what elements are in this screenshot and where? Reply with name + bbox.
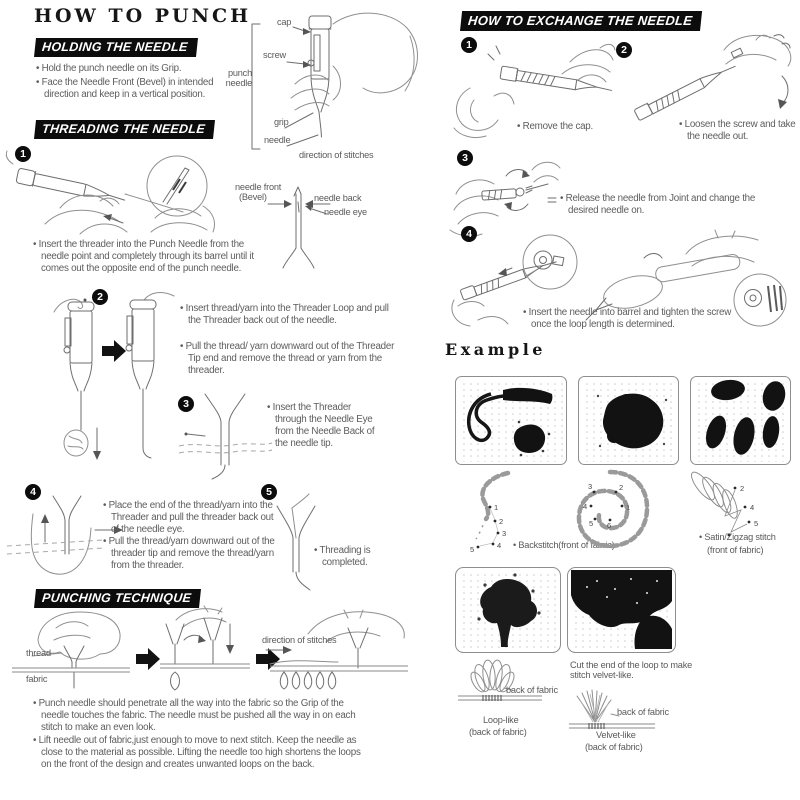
exchange-step-2-text: • Loosen the screw and take the needle out.	[679, 119, 796, 143]
punching-bullet-2: • Lift needle out of fabric,just enough to move to next stitch. Keep the needle as close to the material as possible. Lifting the needle too high shortens the loops on the front of the design and creates unwanted loops on the back.	[33, 735, 361, 771]
holding-bullet-1: • Hold the punch needle on its Grip.	[36, 63, 182, 74]
threading-step-1-text: • Insert the threader into the Punch Needle from the needle point and completely through its barrel until it comes out the opposite end of the punch needle.	[33, 239, 254, 275]
example-photo-2	[578, 376, 679, 465]
exchange-step-3-marker: 3	[457, 150, 473, 166]
threading-step-4-text-b: • Pull the thread/yarn downward out of the threader tip and remove the thread/yarn from the threader.	[103, 536, 275, 572]
backstitch-point-4: 4	[497, 541, 502, 550]
grip-label: grip	[274, 117, 289, 127]
threading-step-2-illustration	[52, 290, 182, 472]
threading-step-2-text-b: • Pull the thread/ yarn downward out of the Threader Tip end and remove the thread or yarn from the threader.	[180, 341, 395, 377]
holding-section-header: HOLDING THE NEEDLE	[34, 38, 198, 57]
back-of-fabric-label-2: back of fabric	[617, 707, 669, 717]
example-photo-1	[455, 376, 567, 465]
backstitch-point-3: 3	[502, 529, 507, 538]
needle-front-label: needle front	[235, 182, 282, 192]
threading-step-2-text-a: • Insert thread/yarn into the Threader Loop and pull the Threader back out of the needle.	[180, 303, 389, 327]
backstitch-label: • Backstitch(front of fabric)	[513, 540, 615, 550]
spiral-stitch-diagram	[558, 464, 660, 564]
satin-zigzag-label-line-2: (front of fabric)	[707, 545, 764, 555]
zigzag-point-4: 4	[750, 503, 755, 512]
example-photo-4	[455, 567, 561, 653]
satin-zigzag-label-line-1: • Satin/Zigzag stitch	[699, 532, 776, 542]
threading-step-3-marker: 3	[178, 396, 194, 412]
threading-step-5-text: • Threading is completed.	[314, 545, 371, 569]
threading-step-5-marker: 5	[261, 484, 277, 500]
needle-back-label: needle back	[314, 193, 362, 203]
exchange-step-2-marker: 2	[616, 42, 632, 58]
example-heading: Example	[445, 340, 546, 359]
cut-loop-note: Cut the end of the loop to make stitch velvet-like.	[570, 660, 692, 680]
loop-like-label-line-1: Loop-like	[483, 715, 519, 725]
zigzag-point-5: 5	[754, 519, 759, 528]
backstitch-point-2: 2	[499, 517, 504, 526]
velvet-like-label-line-1: Velvet-like	[596, 730, 636, 740]
threading-step-3-illustration	[175, 390, 275, 482]
bevel-label: (Bevel)	[239, 192, 267, 202]
exchange-step-3-text: • Release the needle from Joint and change the desired needle on.	[560, 193, 756, 217]
exchange-step-1-text: • Remove the cap.	[517, 121, 593, 132]
loop-like-label-line-2: (back of fabric)	[469, 727, 527, 737]
threading-step-2-marker: 2	[92, 289, 108, 305]
fabric-label: fabric	[26, 674, 48, 684]
punching-bullet-1: • Punch needle should penetrate all the way into the fabric so the Grip of the needle touches the fabric. The needle must be pushed all the way in on each stitch to make an even look.	[33, 698, 356, 734]
needle-label: needle	[264, 135, 291, 145]
holding-device-illustration	[225, 6, 425, 166]
punch-needle-label: punch needle	[225, 68, 252, 88]
zigzag-point-2: 2	[740, 484, 745, 493]
exchange-section-header: HOW TO EXCHANGE THE NEEDLE	[460, 11, 702, 31]
spiral-point-3: 3	[588, 482, 593, 491]
threading-step-1-marker: 1	[15, 146, 31, 162]
spiral-point-2: 2	[619, 483, 624, 492]
exchange-step-4-marker: 4	[461, 226, 477, 242]
back-of-fabric-label-1: back of fabric	[506, 685, 558, 695]
screw-label: screw	[263, 50, 286, 60]
spiral-point-6: 6	[607, 521, 612, 530]
needle-eye-label: needle eye	[324, 207, 367, 217]
threading-section-header: THREADING THE NEEDLE	[34, 120, 215, 139]
direction-of-stitches-label: direction of stitches	[299, 150, 374, 160]
example-photo-3	[690, 376, 791, 465]
backstitch-point-1: 1	[494, 503, 499, 512]
threading-step-4-text-a: • Place the end of the thread/yarn into the Threader and pull the threader back out of the needle eye.	[103, 500, 274, 536]
holding-bullet-2: • Face the Needle Front (Bevel) in intended direction and keep in a vertical position.	[36, 77, 214, 101]
punching-section-header: PUNCHING TECHNIQUE	[34, 589, 201, 608]
threading-step-1-illustration	[5, 146, 265, 241]
spiral-point-1: 1	[626, 503, 631, 512]
example-photo-5	[567, 567, 676, 653]
exchange-step-1-marker: 1	[461, 37, 477, 53]
page-title: HOW TO PUNCH	[34, 5, 252, 27]
threading-step-3-text: • Insert the Threader through the Needle Eye from the Needle Back of the needle tip.	[267, 402, 375, 450]
loop-like-diagram	[452, 660, 548, 706]
spiral-point-5: 5	[589, 519, 594, 528]
threading-step-4-marker: 4	[25, 484, 41, 500]
spiral-point-4: 4	[583, 502, 588, 511]
cap-label: cap	[277, 17, 292, 27]
exchange-step-4-text: • Insert the needle into barrel and tighten the screw once the loop length is determined.	[523, 307, 732, 331]
thread-label: thread	[26, 648, 51, 658]
needle-front-diagram	[255, 182, 385, 274]
backstitch-point-5: 5	[470, 545, 475, 554]
velvet-like-label-line-2: (back of fabric)	[585, 742, 643, 752]
direction-of-stitches-label-2: direction of stitches	[262, 635, 337, 645]
punching-technique-illustration	[8, 606, 413, 701]
threading-step-5-illustration	[265, 492, 325, 592]
